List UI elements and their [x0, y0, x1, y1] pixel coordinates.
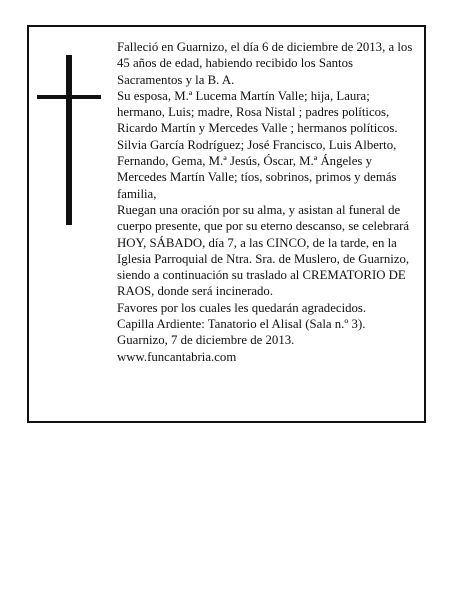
obituary-text — [117, 39, 419, 365]
website-text: www.funcantabria.com — [117, 349, 237, 364]
obituary-notice — [27, 25, 426, 423]
cross-horizontal-bar — [37, 95, 101, 99]
death-announcement-paragraph: Falleció en Guarnizo, el día 6 de diciembre de 2013, a los 45 años de edad, habiendo recibido los Santos Sacramentos y la B. A. — [117, 40, 413, 87]
chapel-paragraph: Capilla Ardiente: Tanatorio el Alisal (Sala n.º 3). — [117, 317, 366, 332]
family-paragraph: Su esposa, M.ª Lucema Martín Valle; hija, Laura; hermano, Luis; madre, Rosa Nistal ; padres políticos, Ricardo Martín y Mercedes Valle ; hermanos políticos. Silvia García Rodríguez; José Francisco, Luis Alberto, Fernando, Gema, M.ª Jesús, Óscar, M.ª Ángeles y Mercedes Martín Valle; tíos, sobrinos, primos y demás familia, — [117, 88, 398, 201]
cross-icon — [37, 55, 101, 225]
cross-vertical-bar — [66, 55, 72, 225]
funeral-paragraph: Ruegan una oración por su alma, y asistan al funeral de cuerpo presente, que por su eterno descanso, se celebrará HOY, SÁBADO, día 7, a las CINCO, de la tarde, en la Iglesia Parroquial de Ntra. Sra. de Muslero, de Guarnizo, siendo a continuación su traslado al CREMATORIO DE RAOS, donde será incinerado. — [117, 202, 410, 299]
place-date-paragraph: Guarnizo, 7 de diciembre de 2013. — [117, 333, 295, 348]
thanks-paragraph: Favores por los cuales les quedarán agradecidos. — [117, 300, 367, 315]
